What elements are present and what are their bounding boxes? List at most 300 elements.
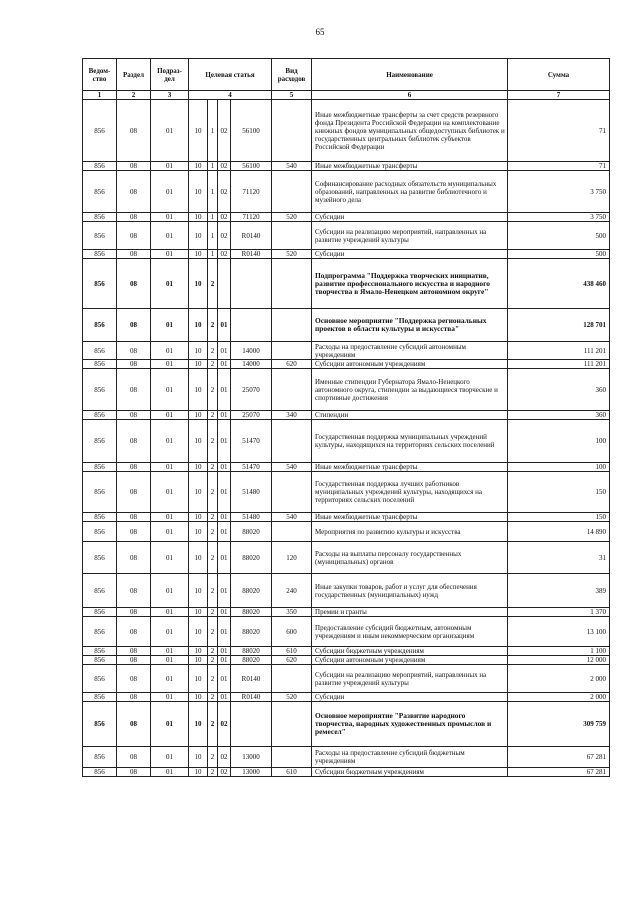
event-cell: 02 (218, 702, 231, 747)
sum-cell: 128 701 (508, 309, 610, 342)
name-cell: Иные межбюджетные трансферты (312, 513, 508, 522)
event-cell: 01 (218, 522, 231, 542)
table-row (83, 513, 610, 522)
budget-table (82, 58, 610, 777)
table-row (83, 342, 610, 360)
table-row (83, 542, 610, 574)
direction-cell: 25070 (231, 411, 272, 420)
sum-cell: 71 (508, 100, 610, 162)
section-cell: 08 (117, 411, 151, 420)
table-body (83, 100, 610, 777)
table-row (83, 768, 610, 777)
event-cell: 02 (218, 747, 231, 768)
table-row (83, 608, 610, 617)
event-cell: 01 (218, 574, 231, 608)
name-cell: Государственная поддержка лучших работников муниципальных учреждений культуры, находящихся на территориях сельских поселений (312, 472, 508, 513)
ministry-cell: 856 (83, 411, 117, 420)
program-cell: 10 (189, 309, 208, 342)
expense-type-cell (272, 665, 312, 693)
event-cell: 02 (218, 768, 231, 777)
table-row (83, 222, 610, 250)
subsection-cell: 01 (151, 647, 189, 656)
ministry-cell: 856 (83, 222, 117, 250)
section-cell: 08 (117, 420, 151, 463)
sum-cell: 1 370 (508, 608, 610, 617)
program-cell: 10 (189, 463, 208, 472)
event-cell: 01 (218, 656, 231, 665)
program-cell: 10 (189, 647, 208, 656)
direction-cell: 71120 (231, 171, 272, 213)
section-cell: 08 (117, 309, 151, 342)
direction-cell: R0140 (231, 693, 272, 702)
name-cell: Субсидии автономным учреждениям (312, 656, 508, 665)
subsection-cell: 01 (151, 574, 189, 608)
ministry-cell: 856 (83, 768, 117, 777)
expense-type-cell (272, 342, 312, 360)
header-target-article: Целевая статья (189, 59, 272, 91)
direction-cell: 88020 (231, 617, 272, 647)
expense-type-cell: 240 (272, 574, 312, 608)
program-cell: 10 (189, 472, 208, 513)
direction-cell: 51480 (231, 472, 272, 513)
sum-cell: 100 (508, 463, 610, 472)
sum-cell: 3 750 (508, 171, 610, 213)
direction-cell: 88020 (231, 647, 272, 656)
subsection-cell: 01 (151, 608, 189, 617)
subprogram-cell: 2 (208, 647, 218, 656)
ministry-cell: 856 (83, 472, 117, 513)
subprogram-cell: 2 (208, 342, 218, 360)
direction-cell: 71120 (231, 213, 272, 222)
event-cell: 02 (218, 213, 231, 222)
table-row (83, 250, 610, 259)
section-cell: 08 (117, 617, 151, 647)
ministry-cell: 856 (83, 665, 117, 693)
program-cell: 10 (189, 542, 208, 574)
subsection-cell: 01 (151, 250, 189, 259)
sum-cell: 150 (508, 513, 610, 522)
subsection-cell: 01 (151, 513, 189, 522)
ministry-cell: 856 (83, 647, 117, 656)
name-cell: Иные межбюджетные трансферты (312, 463, 508, 472)
table-row (83, 369, 610, 411)
table-row (83, 693, 610, 702)
subsection-cell: 01 (151, 259, 189, 309)
subsection-cell: 01 (151, 472, 189, 513)
subsection-cell: 01 (151, 665, 189, 693)
ministry-cell: 856 (83, 259, 117, 309)
column-number: 1 (83, 91, 117, 100)
expense-type-cell: 350 (272, 608, 312, 617)
direction-cell: 14000 (231, 360, 272, 369)
section-cell: 08 (117, 665, 151, 693)
subprogram-cell: 2 (208, 369, 218, 411)
sum-cell: 71 (508, 162, 610, 171)
section-cell: 08 (117, 162, 151, 171)
sum-cell: 360 (508, 369, 610, 411)
direction-cell (231, 309, 272, 342)
section-cell: 08 (117, 213, 151, 222)
direction-cell: 13000 (231, 768, 272, 777)
program-cell: 10 (189, 768, 208, 777)
expense-type-cell (272, 222, 312, 250)
name-cell: Субсидии (312, 250, 508, 259)
ministry-cell: 856 (83, 360, 117, 369)
ministry-cell: 856 (83, 693, 117, 702)
expense-type-cell: 340 (272, 411, 312, 420)
direction-cell (231, 702, 272, 747)
subsection-cell: 01 (151, 768, 189, 777)
sum-cell: 500 (508, 222, 610, 250)
expense-type-cell: 610 (272, 768, 312, 777)
event-cell: 02 (218, 100, 231, 162)
event-cell: 01 (218, 411, 231, 420)
subprogram-cell: 2 (208, 309, 218, 342)
sum-cell: 309 759 (508, 702, 610, 747)
subprogram-cell: 2 (208, 574, 218, 608)
expense-type-cell (272, 259, 312, 309)
name-cell: Предоставление субсидий бюджетным, автономным учреждениям и иным некоммерческим организациям (312, 617, 508, 647)
table-row (83, 171, 610, 213)
name-cell: Субсидии (312, 693, 508, 702)
name-cell: Субсидии бюджетным учреждениям (312, 768, 508, 777)
direction-cell: 25070 (231, 369, 272, 411)
name-cell: Субсидии (312, 213, 508, 222)
sum-cell: 100 (508, 420, 610, 463)
name-cell: Софинансирование расходных обязательств муниципальных образований, направленных на развитие библиотечного и музейного дела (312, 171, 508, 213)
event-cell: 01 (218, 472, 231, 513)
name-cell: Подпрограмма "Поддержка творческих инициатив, развитие профессионального искусства и народного творчества в Ямало-Ненецком автономном округе" (312, 259, 508, 309)
header-section: Раздел (117, 59, 151, 91)
subprogram-cell: 1 (208, 213, 218, 222)
section-cell: 08 (117, 259, 151, 309)
sum-cell: 67 281 (508, 747, 610, 768)
name-cell: Премии и гранты (312, 608, 508, 617)
subprogram-cell: 1 (208, 100, 218, 162)
name-cell: Стипендии (312, 411, 508, 420)
program-cell: 10 (189, 162, 208, 171)
table-row (83, 162, 610, 171)
sum-cell: 150 (508, 472, 610, 513)
event-cell (218, 259, 231, 309)
sum-cell: 13 100 (508, 617, 610, 647)
section-cell: 08 (117, 608, 151, 617)
subprogram-cell: 2 (208, 522, 218, 542)
table-row (83, 617, 610, 647)
table-row (83, 702, 610, 747)
expense-type-cell (272, 171, 312, 213)
subsection-cell: 01 (151, 100, 189, 162)
direction-cell: 56100 (231, 100, 272, 162)
sum-cell: 14 890 (508, 522, 610, 542)
subsection-cell: 01 (151, 162, 189, 171)
header-expense-type: Вид расходов (272, 59, 312, 91)
ministry-cell: 856 (83, 100, 117, 162)
sum-cell: 67 281 (508, 768, 610, 777)
expense-type-cell: 540 (272, 463, 312, 472)
subprogram-cell: 2 (208, 617, 218, 647)
sum-cell: 111 201 (508, 342, 610, 360)
program-cell: 10 (189, 411, 208, 420)
subsection-cell: 01 (151, 222, 189, 250)
direction-cell (231, 259, 272, 309)
direction-cell: R0140 (231, 665, 272, 693)
name-cell: Субсидии на реализацию мероприятий, направленных на развитие учреждений культуры (312, 222, 508, 250)
direction-cell: 88020 (231, 608, 272, 617)
program-cell: 10 (189, 420, 208, 463)
event-cell: 01 (218, 542, 231, 574)
table-row (83, 574, 610, 608)
ministry-cell: 856 (83, 309, 117, 342)
subprogram-cell: 2 (208, 259, 218, 309)
table-row (83, 522, 610, 542)
event-cell: 01 (218, 693, 231, 702)
direction-cell: 14000 (231, 342, 272, 360)
subprogram-cell: 2 (208, 463, 218, 472)
sum-cell: 389 (508, 574, 610, 608)
subsection-cell: 01 (151, 411, 189, 420)
subprogram-cell: 2 (208, 693, 218, 702)
column-number: 4 (189, 91, 272, 100)
name-cell: Субсидии на реализацию мероприятий, направленных на развитие учреждений культуры (312, 665, 508, 693)
ministry-cell: 856 (83, 608, 117, 617)
expense-type-cell (272, 100, 312, 162)
ministry-cell: 856 (83, 617, 117, 647)
program-cell: 10 (189, 100, 208, 162)
column-number: 3 (151, 91, 189, 100)
table-row (83, 420, 610, 463)
sum-cell: 500 (508, 250, 610, 259)
column-number: 6 (312, 91, 508, 100)
name-cell: Расходы на выплаты персоналу государственных (муниципальных) органов (312, 542, 508, 574)
subsection-cell: 01 (151, 360, 189, 369)
expense-type-cell (272, 747, 312, 768)
table-row (83, 360, 610, 369)
subprogram-cell: 1 (208, 162, 218, 171)
subsection-cell: 01 (151, 617, 189, 647)
sum-cell: 1 100 (508, 647, 610, 656)
table-row (83, 656, 610, 665)
ministry-cell: 856 (83, 702, 117, 747)
event-cell: 01 (218, 369, 231, 411)
section-cell: 08 (117, 702, 151, 747)
subprogram-cell: 2 (208, 360, 218, 369)
subsection-cell: 01 (151, 522, 189, 542)
program-cell: 10 (189, 693, 208, 702)
name-cell: Мероприятия по развитию культуры и искусства (312, 522, 508, 542)
program-cell: 10 (189, 522, 208, 542)
subsection-cell: 01 (151, 463, 189, 472)
subsection-cell: 01 (151, 702, 189, 747)
expense-type-cell: 540 (272, 513, 312, 522)
event-cell: 01 (218, 342, 231, 360)
header-ministry: Ведом-ство (83, 59, 117, 91)
subprogram-cell: 2 (208, 747, 218, 768)
sum-cell: 360 (508, 411, 610, 420)
ministry-cell: 856 (83, 656, 117, 665)
program-cell: 10 (189, 513, 208, 522)
subsection-cell: 01 (151, 342, 189, 360)
direction-cell: 88020 (231, 522, 272, 542)
expense-type-cell: 520 (272, 213, 312, 222)
section-cell: 08 (117, 342, 151, 360)
section-cell: 08 (117, 768, 151, 777)
event-cell: 02 (218, 162, 231, 171)
column-number: 2 (117, 91, 151, 100)
name-cell: Основное мероприятие "Развитие народного творчества, народных художественных промыслов и ремесел" (312, 702, 508, 747)
expense-type-cell (272, 420, 312, 463)
direction-cell: 56100 (231, 162, 272, 171)
expense-type-cell (272, 309, 312, 342)
subprogram-cell: 2 (208, 420, 218, 463)
subsection-cell: 01 (151, 656, 189, 665)
subprogram-cell: 2 (208, 608, 218, 617)
program-cell: 10 (189, 369, 208, 411)
event-cell: 01 (218, 513, 231, 522)
event-cell: 02 (218, 250, 231, 259)
direction-cell: 88020 (231, 656, 272, 665)
expense-type-cell (272, 369, 312, 411)
subprogram-cell: 2 (208, 702, 218, 747)
ministry-cell: 856 (83, 574, 117, 608)
program-cell: 10 (189, 608, 208, 617)
direction-cell: 51470 (231, 420, 272, 463)
expense-type-cell: 620 (272, 360, 312, 369)
table-row (83, 463, 610, 472)
section-cell: 08 (117, 522, 151, 542)
subsection-cell: 01 (151, 747, 189, 768)
ministry-cell: 856 (83, 513, 117, 522)
program-cell: 10 (189, 250, 208, 259)
program-cell: 10 (189, 747, 208, 768)
page-number: 65 (315, 27, 325, 37)
sum-cell: 2 000 (508, 665, 610, 693)
expense-type-cell: 520 (272, 250, 312, 259)
section-cell: 08 (117, 513, 151, 522)
program-cell: 10 (189, 656, 208, 665)
subprogram-cell: 2 (208, 513, 218, 522)
table-row (83, 100, 610, 162)
header-name: Наименование (312, 59, 508, 91)
program-cell: 10 (189, 665, 208, 693)
ministry-cell: 856 (83, 420, 117, 463)
table-row (83, 747, 610, 768)
expense-type-cell: 610 (272, 647, 312, 656)
event-cell: 02 (218, 222, 231, 250)
event-cell: 01 (218, 665, 231, 693)
subsection-cell: 01 (151, 369, 189, 411)
sum-cell: 2 000 (508, 693, 610, 702)
event-cell: 01 (218, 647, 231, 656)
subprogram-cell: 1 (208, 171, 218, 213)
section-cell: 08 (117, 542, 151, 574)
table-row (83, 309, 610, 342)
header-subsection: Подраз-дел (151, 59, 189, 91)
direction-cell: 88020 (231, 542, 272, 574)
subsection-cell: 01 (151, 420, 189, 463)
sum-cell: 31 (508, 542, 610, 574)
name-cell: Расходы на предоставление субсидий бюджетным учреждениям (312, 747, 508, 768)
event-cell: 01 (218, 360, 231, 369)
name-cell: Субсидии бюджетным учреждениям (312, 647, 508, 656)
program-cell: 10 (189, 342, 208, 360)
section-cell: 08 (117, 647, 151, 656)
expense-type-cell: 600 (272, 617, 312, 647)
name-cell: Государственная поддержка муниципальных учреждений культуры, находящихся на территориях сельских поселений (312, 420, 508, 463)
ministry-cell: 856 (83, 342, 117, 360)
section-cell: 08 (117, 656, 151, 665)
subprogram-cell: 2 (208, 472, 218, 513)
direction-cell: 51470 (231, 463, 272, 472)
column-number: 7 (508, 91, 610, 100)
ministry-cell: 856 (83, 171, 117, 213)
sum-cell: 3 750 (508, 213, 610, 222)
sum-cell: 111 201 (508, 360, 610, 369)
program-cell: 10 (189, 222, 208, 250)
section-cell: 08 (117, 100, 151, 162)
section-cell: 08 (117, 360, 151, 369)
ministry-cell: 856 (83, 250, 117, 259)
ministry-cell: 856 (83, 747, 117, 768)
name-cell: Основное мероприятие "Поддержка региональных проектов в области культуры и искусства" (312, 309, 508, 342)
direction-cell: R0140 (231, 250, 272, 259)
expense-type-cell (272, 522, 312, 542)
expense-type-cell (272, 702, 312, 747)
section-cell: 08 (117, 747, 151, 768)
direction-cell: R0140 (231, 222, 272, 250)
subsection-cell: 01 (151, 693, 189, 702)
ministry-cell: 856 (83, 162, 117, 171)
ministry-cell: 856 (83, 369, 117, 411)
table-row (83, 213, 610, 222)
name-cell: Расходы на предоставление субсидий автономным учреждениям (312, 342, 508, 360)
event-cell: 01 (218, 463, 231, 472)
section-cell: 08 (117, 463, 151, 472)
name-cell: Именные стипендии Губернатора Ямало-Ненецкого автономного округа, стипендии за выдающиеся творческие и спортивные достижения (312, 369, 508, 411)
subprogram-cell: 2 (208, 665, 218, 693)
expense-type-cell (272, 472, 312, 513)
direction-cell: 88020 (231, 574, 272, 608)
name-cell: Субсидии автономным учреждениям (312, 360, 508, 369)
table-row (83, 411, 610, 420)
subprogram-cell: 2 (208, 768, 218, 777)
direction-cell: 13000 (231, 747, 272, 768)
ministry-cell: 856 (83, 542, 117, 574)
ministry-cell: 856 (83, 463, 117, 472)
name-cell: Иные межбюджетные трансферты за счет средств резервного фонда Президента Российской Федерации на комплектование книжных фондов муниципальных общедоступных библиотек и государственных центральных библиотек субъектов Российской Федерации (312, 100, 508, 162)
event-cell: 01 (218, 608, 231, 617)
sum-cell: 438 460 (508, 259, 610, 309)
section-cell: 08 (117, 472, 151, 513)
program-cell: 10 (189, 259, 208, 309)
expense-type-cell: 120 (272, 542, 312, 574)
expense-type-cell: 520 (272, 693, 312, 702)
program-cell: 10 (189, 617, 208, 647)
section-cell: 08 (117, 250, 151, 259)
column-number: 5 (272, 91, 312, 100)
event-cell: 01 (218, 420, 231, 463)
section-cell: 08 (117, 369, 151, 411)
table-row (83, 259, 610, 309)
table-row (83, 647, 610, 656)
ministry-cell: 856 (83, 213, 117, 222)
subprogram-cell: 1 (208, 222, 218, 250)
header-sum: Сумма (508, 59, 610, 91)
subsection-cell: 01 (151, 542, 189, 574)
section-cell: 08 (117, 222, 151, 250)
ministry-cell: 856 (83, 522, 117, 542)
table-row (83, 472, 610, 513)
